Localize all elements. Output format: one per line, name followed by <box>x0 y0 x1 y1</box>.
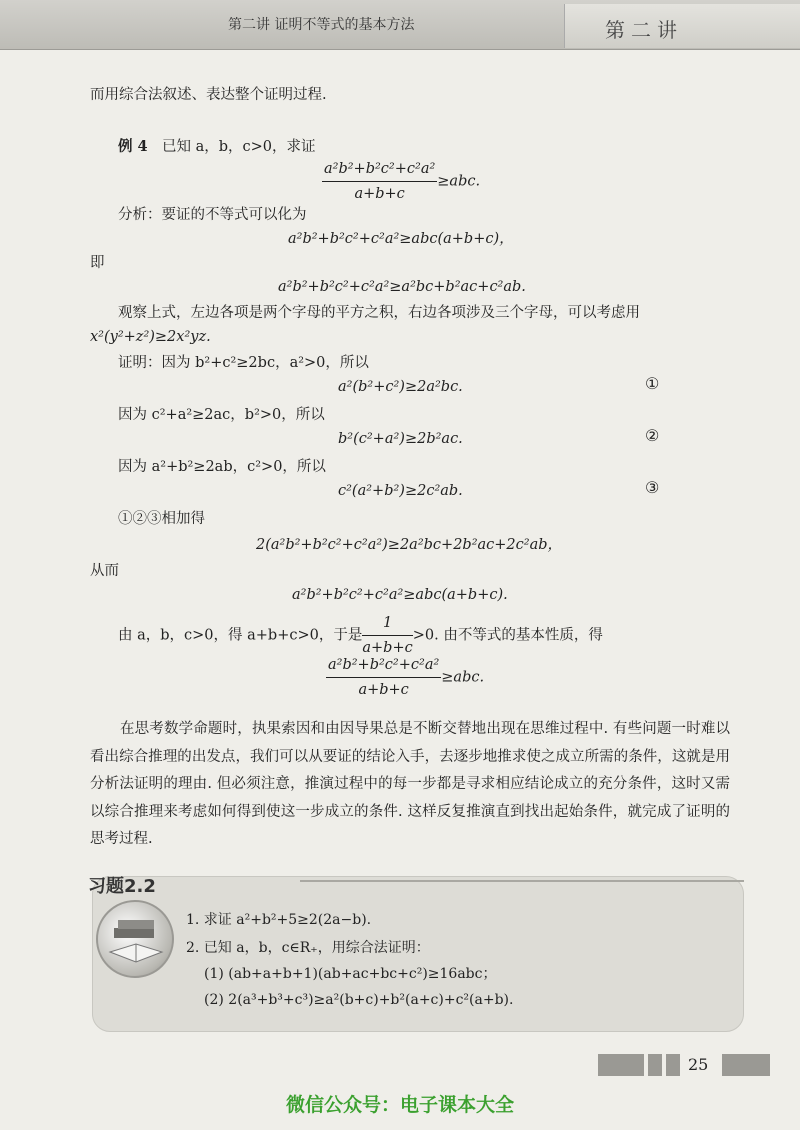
chapter-tab <box>564 4 800 48</box>
example-statement: 已知 a，b，c>0，求证 <box>162 139 316 155</box>
claim-rhs: ≥abc. <box>437 173 481 190</box>
final-denominator: a+b+c <box>358 682 409 698</box>
explanation-paragraph: 在思考数学命题时，执果索因和由因导果总是不断交替地出现在思维过程中. 有些问题一时难以看出综合推理的出发点，我们可以从要证的结论入手，去逐步地推求使之成立所需的条件，这就是用分析法证明的理由. 但必须注意，推演过程中的每一步都是寻求相应结论成立的充分条件，这时又需以综合推理来考虑如何得到使这一步成立的条件. 这样反复推演直到找出起始条件，就完成了证明的思考过程. <box>90 721 730 847</box>
claim-formula <box>322 158 480 205</box>
reciprocal-fraction <box>362 612 412 659</box>
watermark: 微信公众号：电子课本大全 <box>285 1094 514 1116</box>
footer-bar <box>598 1054 644 1076</box>
analysis-label: 分析：要证的不等式可以化为 <box>118 207 307 223</box>
then-suffix: >0. 由不等式的基本性质，得 <box>412 627 603 644</box>
claim-fraction <box>322 158 437 205</box>
footer-bar <box>666 1054 680 1076</box>
proof-line-2: 因为 c²+a²≥2ac，b²>0，所以 <box>118 407 325 423</box>
final-rhs: ≥abc. <box>441 669 485 686</box>
final-fraction <box>326 654 441 701</box>
footer-bar <box>722 1054 770 1076</box>
observe-line-1: 观察上式，左边各项是两个字母的平方之积，右边各项涉及三个字母，可以考虑用 <box>118 305 640 321</box>
expanded-inequality: a²b²+b²c²+c²a²≥a²bc+b²ac+c²ab. <box>278 279 526 295</box>
final-numerator: a²b²+b²c²+c²a² <box>326 654 441 678</box>
proof-line-1: 证明：因为 b²+c²≥2bc，a²>0，所以 <box>118 355 369 371</box>
proof-inequality-1: a²(b²+c²)≥2a²bc. <box>338 379 463 395</box>
books-icon <box>96 900 174 978</box>
running-header-title: 第二讲 证明不等式的基本方法 <box>228 17 415 33</box>
equation-mark-3: ③ <box>645 478 660 497</box>
exercise-title: 习题2.2 <box>88 876 156 897</box>
proof-inequality-3: c²(a²+b²)≥2c²ab. <box>338 483 463 499</box>
exercise-divider <box>300 880 744 882</box>
claim-denominator: a+b+c <box>354 186 405 202</box>
then-line <box>118 612 603 659</box>
analysis-inequality: a²b²+b²c²+c²a²≥abc(a+b+c)， <box>288 231 514 247</box>
intro-line: 而用综合法叙述、表达整个证明过程. <box>90 87 327 103</box>
example-label: 例 4 <box>118 138 148 155</box>
exercise-item-2-1: (1) (ab+a+b+1)(ab+ac+bc+c²)≥16abc； <box>204 966 497 982</box>
page-number: 25 <box>688 1055 709 1074</box>
reciprocal-denominator: a+b+c <box>362 640 413 656</box>
exercise-item-2-2: (2) 2(a³+b³+c³)≥a²(b+c)+b²(a+c)+c²(a+b). <box>204 992 514 1008</box>
exercise-item-1: 1. 求证 a²+b²+5≥2(2a−b). <box>186 912 372 928</box>
ji-label: 即 <box>90 255 105 271</box>
chapter-tab-label: 第二讲 <box>605 18 683 42</box>
proof-line-3: 因为 a²+b²≥2ab，c²>0，所以 <box>118 459 326 475</box>
footer-bar <box>648 1054 662 1076</box>
proof-inequality-2: b²(c²+a²)≥2b²ac. <box>338 431 463 447</box>
final-formula <box>326 654 484 701</box>
equation-mark-1: ① <box>645 374 660 393</box>
congeer-label: 从而 <box>90 563 119 579</box>
observe-line-2: x²(y²+z²)≥2x²yz. <box>90 329 211 345</box>
exercise-item-2: 2. 已知 a，b，c∈R₊，用综合法证明： <box>186 940 430 956</box>
claim-numerator: a²b²+b²c²+c²a² <box>322 158 437 182</box>
sum-inequality: 2(a²b²+b²c²+c²a²)≥2a²bc+2b²ac+2c²ab， <box>256 537 563 553</box>
equation-mark-2: ② <box>645 426 660 445</box>
result-inequality: a²b²+b²c²+c²a²≥abc(a+b+c). <box>292 587 508 603</box>
sum-line: ①②③相加得 <box>118 511 205 527</box>
then-prefix: 由 a，b，c>0，得 a+b+c>0，于是 <box>118 627 363 644</box>
reciprocal-numerator: 1 <box>362 612 412 636</box>
